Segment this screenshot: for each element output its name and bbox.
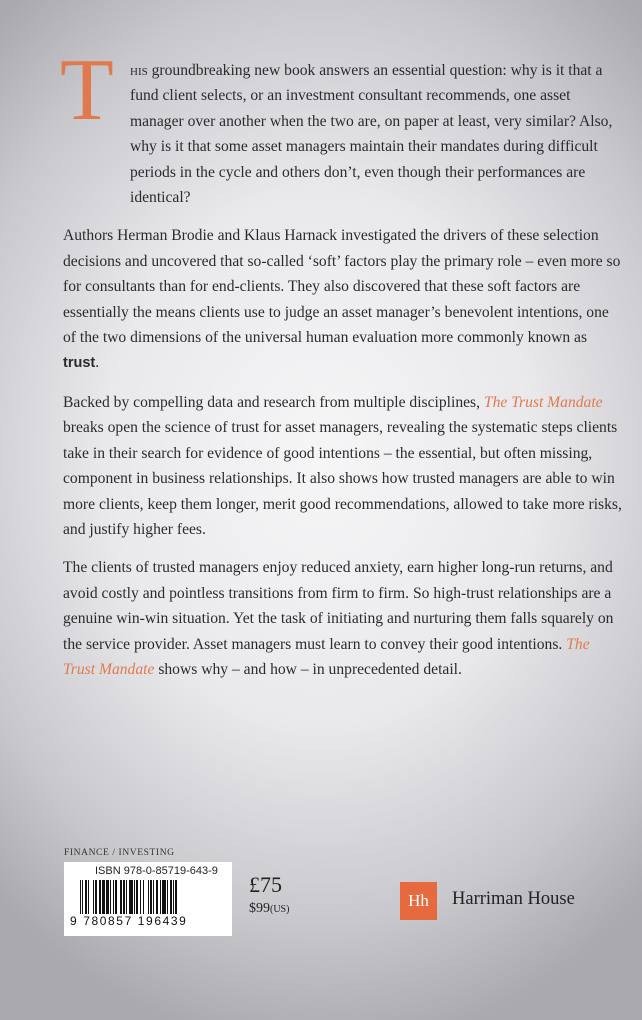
blurb-paragraph-2	[63, 223, 623, 376]
paragraph-2-text: Authors Herman Brodie and Klaus Harnack investigated the drivers of these selection decisions and uncovered that so-called ‘soft’ factors play the primary role – even more so for consultants than for end-clients. They also discovered that these soft factors are essentially the means clients use to judge an asset manager’s benevolent intentions, one of the two dimensions of the universal human evaluation more commonly known as	[63, 227, 621, 347]
trust-emphasis: trust	[63, 355, 96, 372]
blurb-paragraph-1	[60, 42, 623, 210]
paragraph-2-end: .	[95, 354, 100, 372]
price-usd-value: $99	[249, 901, 270, 916]
blurb-paragraph-4	[63, 555, 623, 682]
barcode-digits: 9 780857 196439	[70, 914, 226, 928]
paragraph-4-end: shows why – and how – in unprecedented detail.	[154, 660, 462, 678]
price-gbp: £75	[249, 872, 282, 897]
paragraph-3-text: breaks open the science of trust for asset managers, revealing the systematic steps clients take in their search for evidence of good intentions – the essential, but often missing, component in business relationships. It also shows how trusted managers are able to win more clients, keep them longer, merit good recommendations, allowed to take more risks, and justify higher fees.	[63, 419, 622, 538]
blurb-paragraph-3	[63, 390, 623, 542]
category-label: FINANCE / INVESTING	[64, 848, 175, 858]
paragraph-4-start: The clients of trusted managers enjoy reduced anxiety, earn higher long-run returns, and avoid costly and pointless transitions from firm to firm. So high-trust relationships are a genuine win-win situation. Yet the task of initiating and nurturing them falls squarely on the service provider. Asset managers must learn to convey their good intentions.	[63, 559, 614, 653]
isbn-barcode	[64, 862, 232, 936]
book-title-mention: The Trust Mandate	[483, 393, 603, 411]
opening-word: his	[130, 62, 148, 79]
isbn-label: ISBN 978-0-85719-643-9	[95, 865, 218, 877]
paragraph-1-text: groundbreaking new book answers an essential question: why is it that a fund client selects, or an investment consultant recommends, one asset manager over another when the two are, on paper at least, very similar? Also, why is it that some asset managers maintain their mandates during difficult periods in the cycle and others don’t, even though their performances are identical?	[130, 62, 613, 207]
blurb	[60, 42, 623, 695]
price-usd	[249, 901, 289, 917]
publisher-name: Harriman House	[452, 889, 575, 909]
drop-cap: T	[60, 42, 114, 139]
price-usd-suffix: (US)	[270, 904, 290, 915]
publisher-logo: Hh	[400, 882, 437, 920]
paragraph-3-start: Backed by compelling data and research from multiple disciplines,	[63, 393, 484, 411]
book-title-mention: The Trust Mandate	[63, 635, 590, 678]
